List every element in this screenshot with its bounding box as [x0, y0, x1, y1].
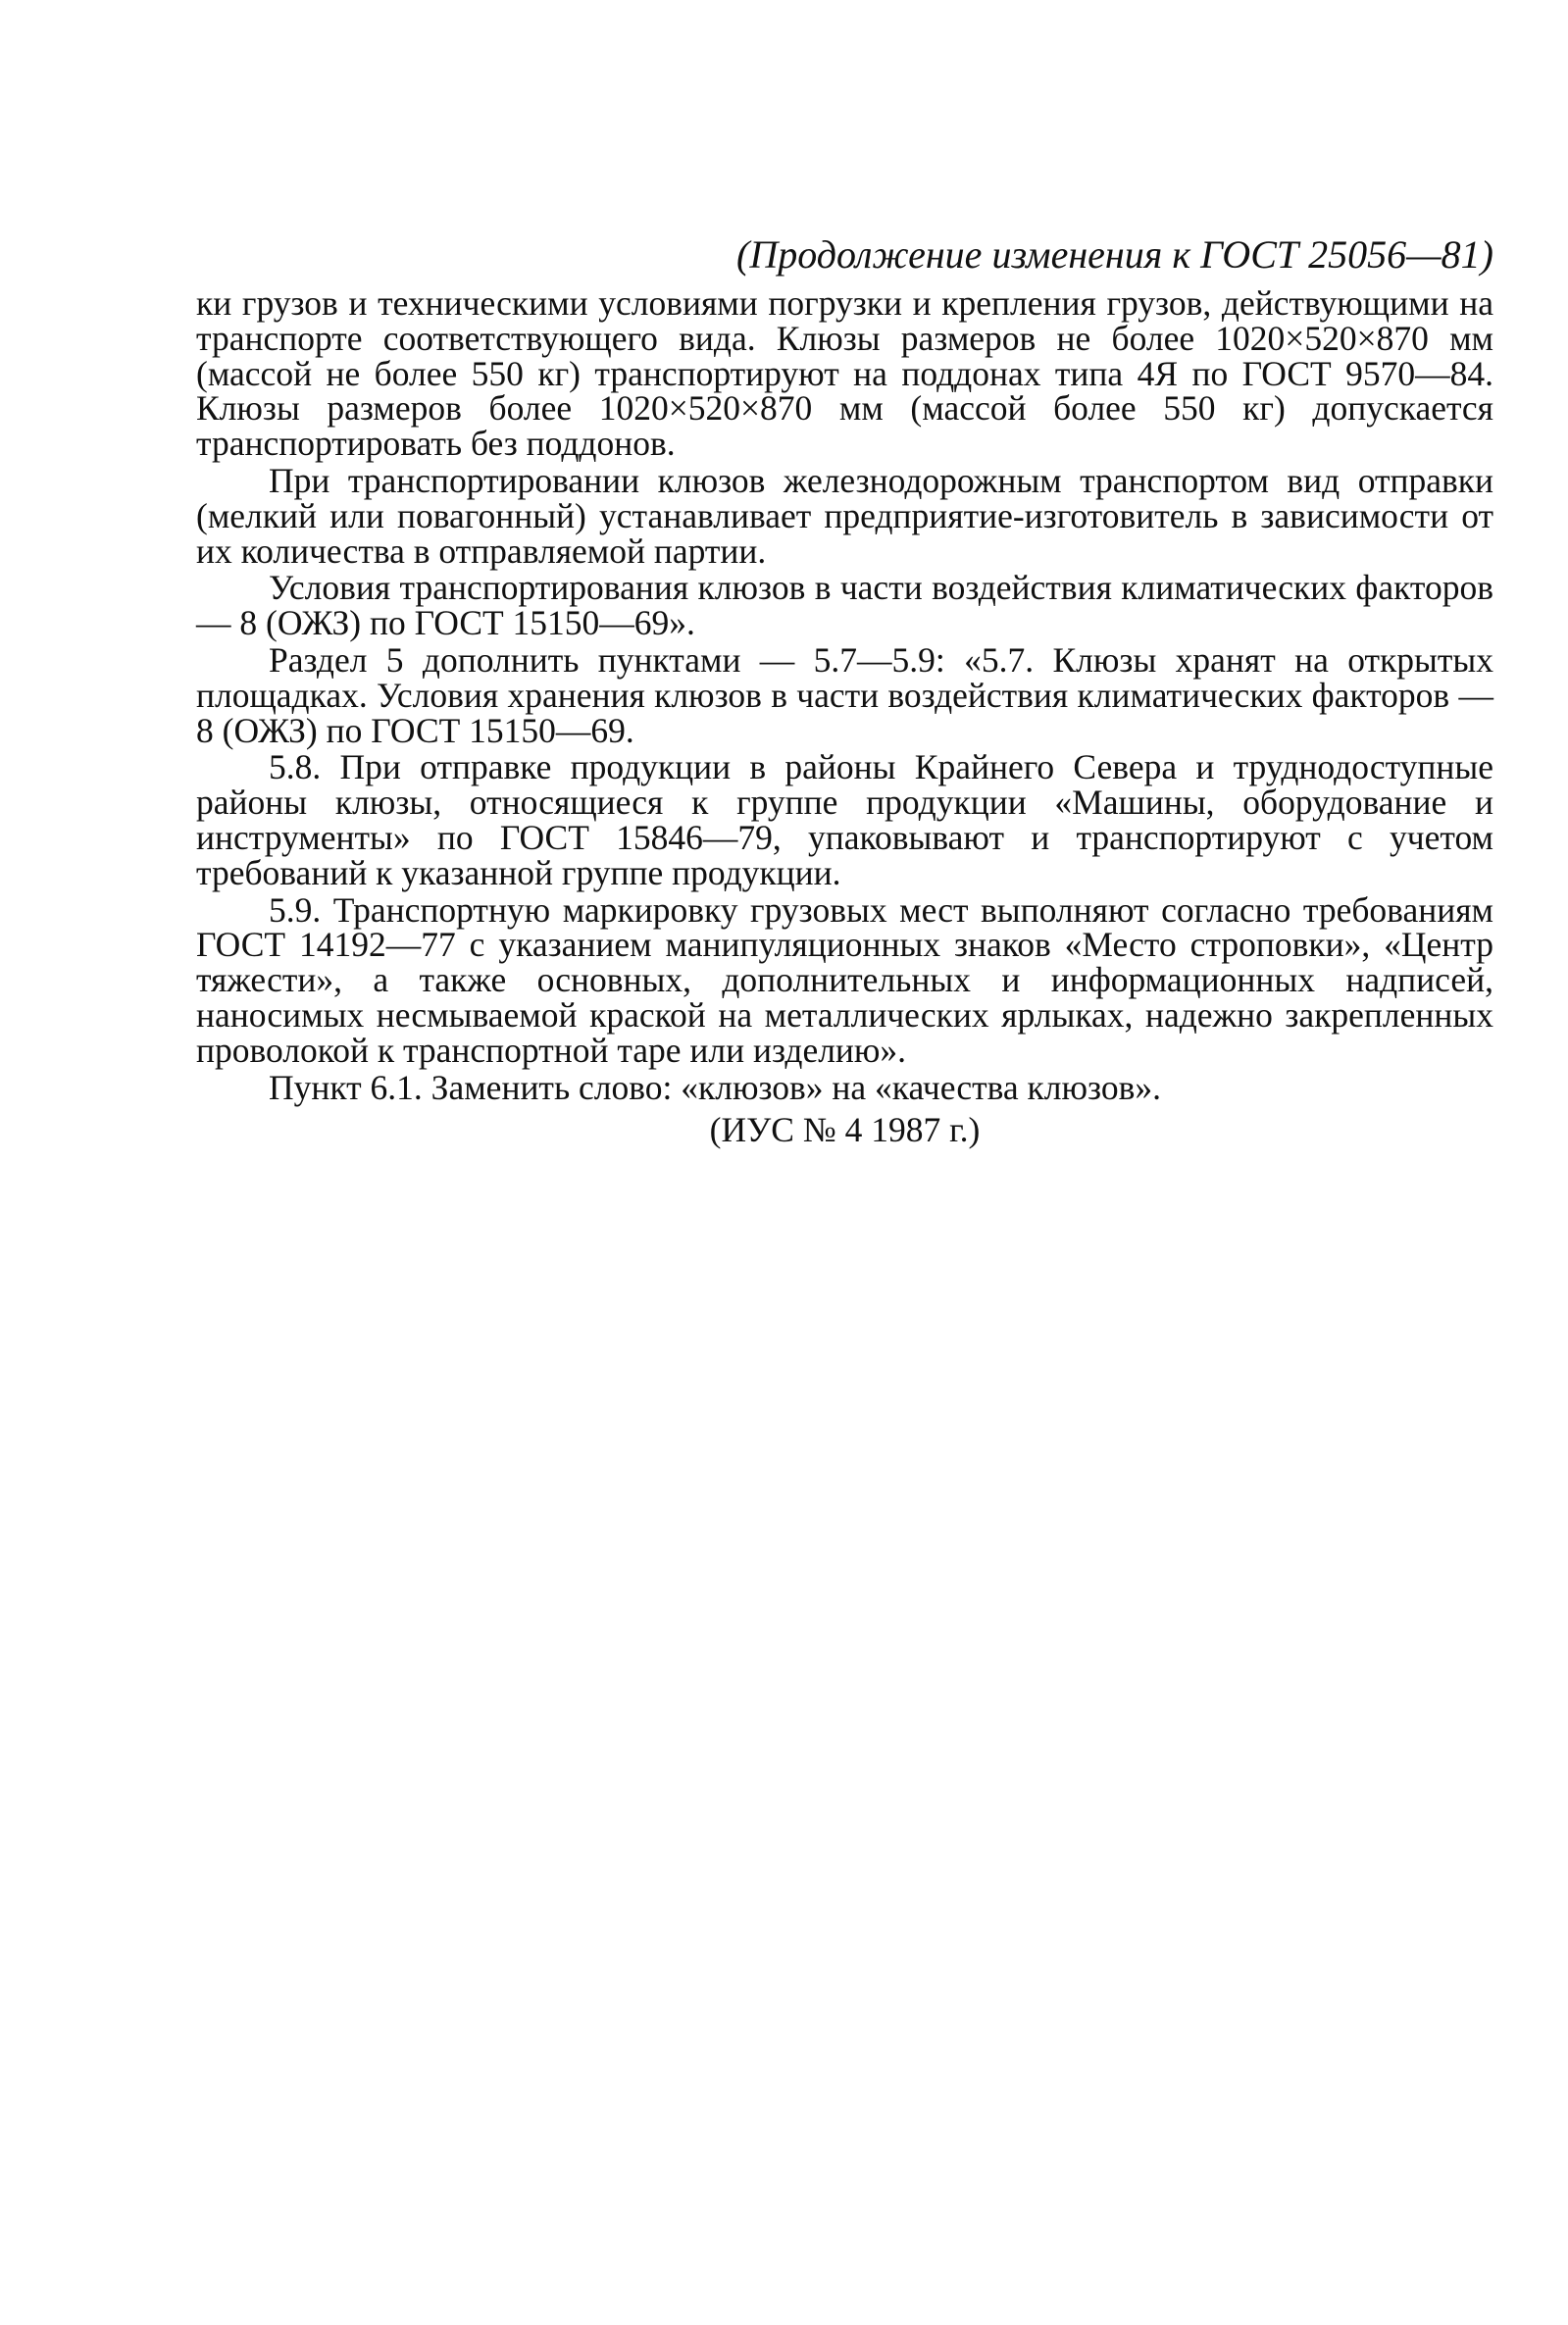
- paragraph-transport-conditions: Условия транспортирования клюзов в части воздействия климатических факторов — 8 (ОЖЗ) по ГОСТ 15150—69».: [196, 568, 1493, 643]
- paragraph-5-9: 5.9. Транспортную маркировку грузовых мест выполняют согласно требованиям ГОСТ 14192—77 с указанием манипуляционных знаков «Место строповки», «Центр тяжести», а также основных, дополнительных и информационных надписей, наносимых несмываемой краской на металлических ярлыках, надежно закрепленных проволокой к транспортной таре или изделию».: [196, 889, 1493, 1070]
- paragraph-section-5: Раздел 5 дополнить пунктами — 5.7—5.9: «5.7. Клюзы хранят на открытых площадках. Условия хранения клюзов в части воздействия климатических факторов — 8 (ОЖЗ) по ГОСТ 15150—69.: [196, 639, 1493, 750]
- paragraph-railway-transport: При транспортировании клюзов железнодорожным транспортом вид отправки (мелкий или повагонный) устанавливает предприятие-изготовитель в зависимости от их количества в отправляемой партии.: [196, 460, 1493, 571]
- publication-source: (ИУС № 4 1987 г.): [709, 1110, 981, 1149]
- paragraph-5-8: 5.8. При отправке продукции в районы Крайнего Севера и труднодоступные районы клюзы, относящиеся к группе продукции «Машины, оборудование и инструменты» по ГОСТ 15846—79, упаковывают и транспортируют с учетом требований к указанной группе продукции.: [196, 747, 1493, 892]
- paragraph-continuation: ки грузов и техническими условиями погрузки и крепления грузов, действующими на транспорте соответствующего вида. Клюзы размеров не более 1020×520×870 мм (массой не более 550 кг) транспортируют на поддонах типа 4Я по ГОСТ 9570—84. Клюзы размеров более 1020×520×870 мм (массой более 550 кг) допускается транспортировать без поддонов.: [196, 283, 1493, 464]
- paragraph-6-1: Пункт 6.1. Заменить слово: «клюзов» на «качества клюзов».: [269, 1067, 1161, 1107]
- running-header: (Продолжение изменения к ГОСТ 25056—81): [736, 232, 1493, 277]
- document-body: [196, 283, 1493, 1107]
